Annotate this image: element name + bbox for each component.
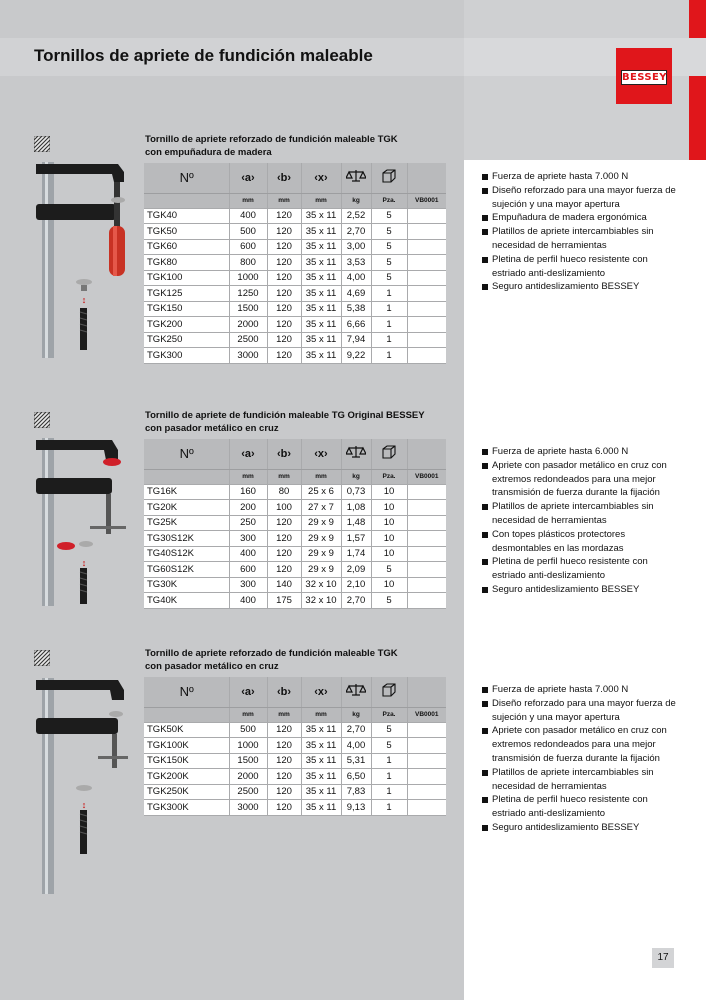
feature-item: Seguro antideslizamiento BESSEY xyxy=(482,280,682,294)
table-row xyxy=(144,270,446,286)
table-cell xyxy=(407,738,446,754)
table-cell: 3000 xyxy=(229,348,267,364)
units-cell: mm xyxy=(229,469,267,484)
table-cell xyxy=(407,769,446,785)
table-cell: 1 xyxy=(371,348,407,364)
table-row xyxy=(144,239,446,255)
table-cell: 120 xyxy=(267,738,301,754)
units-cell: Pza. xyxy=(371,469,407,484)
table-cell: 5 xyxy=(371,270,407,286)
table-cell xyxy=(407,784,446,800)
feature-item: Con topes plásticos protectores desmontables en las mordazas xyxy=(482,528,682,556)
table-row xyxy=(144,332,446,348)
hatch-icon xyxy=(34,136,50,152)
scale-icon xyxy=(341,677,371,707)
product-table xyxy=(144,439,446,609)
table-cell: 2500 xyxy=(229,784,267,800)
table-cell: 35 x 11 xyxy=(301,738,341,754)
table-cell xyxy=(407,515,446,531)
table-cell: 2000 xyxy=(229,769,267,785)
column-header-blank xyxy=(407,163,446,193)
units-cell: Pza. xyxy=(371,193,407,208)
feature-item: Pletina de perfil hueco resistente con estriado anti-deslizamiento xyxy=(482,555,682,583)
table-cell: 2,52 xyxy=(341,208,371,224)
column-header-a: ‹a› xyxy=(229,677,267,707)
article-number-cell: TG25K xyxy=(144,515,229,531)
table-cell: 35 x 11 xyxy=(301,239,341,255)
table-cell: 1 xyxy=(371,784,407,800)
feature-item: Seguro antideslizamiento BESSEY xyxy=(482,821,682,835)
table-cell xyxy=(407,332,446,348)
feature-item: Platillos de apriete intercambiables sin necesidad de herramientas xyxy=(482,225,682,253)
table-cell: 5 xyxy=(371,239,407,255)
feature-item: Apriete con pasador metálico en cruz con extremos redondeados para una mejor transmisión de fuerza durante la fijación xyxy=(482,724,682,765)
units-cell: kg xyxy=(341,707,371,722)
table-cell: 4,69 xyxy=(341,286,371,302)
feature-item: Empuñadura de madera ergonómica xyxy=(482,211,682,225)
table-row xyxy=(144,515,446,531)
table-cell: 4,00 xyxy=(341,270,371,286)
table-cell: 300 xyxy=(229,577,267,593)
units-cell: mm xyxy=(267,469,301,484)
table-cell: 400 xyxy=(229,593,267,609)
table-row xyxy=(144,722,446,738)
table-cell: 35 x 11 xyxy=(301,800,341,816)
feature-item: Pletina de perfil hueco resistente con estriado anti-deslizamiento xyxy=(482,793,682,821)
table-cell: 7,83 xyxy=(341,784,371,800)
table-cell: 35 x 11 xyxy=(301,270,341,286)
page-title: Tornillos de apriete de fundición maleable xyxy=(34,46,373,65)
column-header-number: Nº xyxy=(144,163,229,193)
table-cell: 1000 xyxy=(229,270,267,286)
feature-item: Diseño reforzado para una mayor fuerza de sujeción y una mayor apertura xyxy=(482,184,682,212)
table-row xyxy=(144,562,446,578)
table-cell: 120 xyxy=(267,286,301,302)
table-row xyxy=(144,255,446,271)
feature-item: Fuerza de apriete hasta 7.000 N xyxy=(482,170,682,184)
table-cell xyxy=(407,753,446,769)
table-cell: 35 x 11 xyxy=(301,301,341,317)
table-cell: 35 x 11 xyxy=(301,769,341,785)
article-number-cell: TGK200 xyxy=(144,317,229,333)
article-number-cell: TGK250 xyxy=(144,332,229,348)
section-title: Tornillo de apriete reforzado de fundición maleable TGK con pasador metálico en cruz xyxy=(145,648,398,672)
table-cell: 120 xyxy=(267,270,301,286)
table-cell: 10 xyxy=(371,484,407,500)
table-cell: 1 xyxy=(371,800,407,816)
feature-list xyxy=(482,445,682,597)
table-header-row xyxy=(144,677,446,707)
column-header-b: ‹b› xyxy=(267,163,301,193)
table-cell: 3,53 xyxy=(341,255,371,271)
table-cell: 160 xyxy=(229,484,267,500)
box-icon xyxy=(371,439,407,469)
units-cell: mm xyxy=(267,707,301,722)
table-cell: 140 xyxy=(267,577,301,593)
article-number-cell: TGK100K xyxy=(144,738,229,754)
table-cell: 35 x 11 xyxy=(301,224,341,240)
table-row xyxy=(144,753,446,769)
article-number-cell: TGK200K xyxy=(144,769,229,785)
column-header-blank xyxy=(407,439,446,469)
hatch-icon xyxy=(34,412,50,428)
product-table-body xyxy=(144,439,446,608)
table-cell: 1 xyxy=(371,301,407,317)
table-cell: 120 xyxy=(267,769,301,785)
table-cell: 9,22 xyxy=(341,348,371,364)
table-cell: 10 xyxy=(371,500,407,516)
table-cell: 80 xyxy=(267,484,301,500)
table-cell: 5 xyxy=(371,224,407,240)
table-row xyxy=(144,317,446,333)
table-cell xyxy=(407,546,446,562)
column-header-x: ‹x› xyxy=(301,439,341,469)
svg-text:↕: ↕ xyxy=(81,558,87,568)
bessey-logo: BESSEY xyxy=(616,48,672,104)
table-cell xyxy=(407,270,446,286)
units-cell: mm xyxy=(301,193,341,208)
article-number-cell: TGK50 xyxy=(144,224,229,240)
column-header-number: Nº xyxy=(144,439,229,469)
table-cell: 10 xyxy=(371,577,407,593)
column-header-b: ‹b› xyxy=(267,439,301,469)
table-cell: 32 x 10 xyxy=(301,593,341,609)
table-cell: 120 xyxy=(267,332,301,348)
clamp-reinforced-cross-handle-image xyxy=(34,676,134,896)
units-cell xyxy=(144,469,229,484)
table-cell: 10 xyxy=(371,531,407,547)
table-cell: 1,57 xyxy=(341,531,371,547)
table-cell: 800 xyxy=(229,255,267,271)
table-cell: 35 x 11 xyxy=(301,332,341,348)
table-cell: 5 xyxy=(371,562,407,578)
table-cell: 1000 xyxy=(229,738,267,754)
table-cell: 5 xyxy=(371,738,407,754)
table-cell: 5 xyxy=(371,208,407,224)
section-title: Tornillo de apriete de fundición maleable TG Original BESSEY con pasador metálico en cruz xyxy=(145,410,425,434)
table-cell: 35 x 11 xyxy=(301,784,341,800)
table-cell: 29 x 9 xyxy=(301,562,341,578)
feature-item: Diseño reforzado para una mayor fuerza de sujeción y una mayor apertura xyxy=(482,697,682,725)
column-header-x: ‹x› xyxy=(301,677,341,707)
table-cell: 120 xyxy=(267,753,301,769)
article-number-cell: TGK60 xyxy=(144,239,229,255)
table-cell: 1,74 xyxy=(341,546,371,562)
table-cell: 120 xyxy=(267,301,301,317)
table-cell: 120 xyxy=(267,239,301,255)
table-cell: 120 xyxy=(267,531,301,547)
feature-item: Seguro antideslizamiento BESSEY xyxy=(482,583,682,597)
table-units-row xyxy=(144,193,446,208)
feature-item: Pletina de perfil hueco resistente con estriado anti-deslizamiento xyxy=(482,253,682,281)
table-cell: 500 xyxy=(229,224,267,240)
feature-item: Platillos de apriete intercambiables sin necesidad de herramientas xyxy=(482,766,682,794)
column-header-x: ‹x› xyxy=(301,163,341,193)
table-cell: 120 xyxy=(267,784,301,800)
brand-red-bar xyxy=(689,0,706,160)
table-cell: 200 xyxy=(229,500,267,516)
table-cell: 2,09 xyxy=(341,562,371,578)
table-cell xyxy=(407,484,446,500)
table-row xyxy=(144,224,446,240)
table-cell: 35 x 11 xyxy=(301,317,341,333)
table-row xyxy=(144,286,446,302)
article-number-cell: TGK40 xyxy=(144,208,229,224)
table-cell xyxy=(407,531,446,547)
product-table xyxy=(144,677,446,816)
feature-item: Apriete con pasador metálico en cruz con extremos redondeados para una mejor transmisión de fuerza durante la fijación xyxy=(482,459,682,500)
column-header-b: ‹b› xyxy=(267,677,301,707)
table-cell: 400 xyxy=(229,208,267,224)
table-cell: 35 x 11 xyxy=(301,753,341,769)
table-cell xyxy=(407,500,446,516)
table-cell xyxy=(407,239,446,255)
table-cell: 27 x 7 xyxy=(301,500,341,516)
article-number-cell: TG60S12K xyxy=(144,562,229,578)
table-cell: 35 x 11 xyxy=(301,255,341,271)
table-row xyxy=(144,800,446,816)
table-cell: 10 xyxy=(371,546,407,562)
table-cell: 5 xyxy=(371,593,407,609)
box-icon xyxy=(371,677,407,707)
table-cell: 120 xyxy=(267,515,301,531)
column-header-a: ‹a› xyxy=(229,163,267,193)
units-cell: mm xyxy=(229,193,267,208)
table-row xyxy=(144,301,446,317)
article-number-cell: TGK125 xyxy=(144,286,229,302)
table-cell xyxy=(407,800,446,816)
table-cell: 0,73 xyxy=(341,484,371,500)
table-row xyxy=(144,738,446,754)
article-number-cell: TGK300K xyxy=(144,800,229,816)
table-cell: 500 xyxy=(229,722,267,738)
table-cell: 29 x 9 xyxy=(301,515,341,531)
article-number-cell: TG40K xyxy=(144,593,229,609)
table-cell: 250 xyxy=(229,515,267,531)
table-cell: 600 xyxy=(229,562,267,578)
units-cell xyxy=(144,707,229,722)
table-cell: 1 xyxy=(371,753,407,769)
units-cell: VB0001 xyxy=(407,469,446,484)
hatch-icon xyxy=(34,650,50,666)
table-row xyxy=(144,769,446,785)
table-cell: 7,94 xyxy=(341,332,371,348)
table-cell: 120 xyxy=(267,255,301,271)
page-number: 17 xyxy=(652,948,674,968)
units-cell: mm xyxy=(267,193,301,208)
table-cell: 2,70 xyxy=(341,593,371,609)
units-cell: mm xyxy=(229,707,267,722)
table-row xyxy=(144,577,446,593)
svg-text:↕: ↕ xyxy=(81,800,87,810)
clamp-wood-handle-image xyxy=(34,160,134,360)
table-cell: 29 x 9 xyxy=(301,531,341,547)
table-cell: 1250 xyxy=(229,286,267,302)
table-cell: 120 xyxy=(267,722,301,738)
units-cell: mm xyxy=(301,707,341,722)
table-cell: 120 xyxy=(267,208,301,224)
clamp-cross-handle-image xyxy=(34,436,134,608)
table-row xyxy=(144,208,446,224)
table-cell: 1 xyxy=(371,332,407,348)
table-cell: 35 x 11 xyxy=(301,286,341,302)
table-row xyxy=(144,500,446,516)
column-header-blank xyxy=(407,677,446,707)
table-cell: 1500 xyxy=(229,301,267,317)
table-units-row xyxy=(144,469,446,484)
table-cell: 1 xyxy=(371,317,407,333)
table-cell xyxy=(407,577,446,593)
units-cell: Pza. xyxy=(371,707,407,722)
table-units-row xyxy=(144,707,446,722)
table-cell: 1500 xyxy=(229,753,267,769)
table-cell: 1,08 xyxy=(341,500,371,516)
table-cell xyxy=(407,317,446,333)
table-cell: 29 x 9 xyxy=(301,546,341,562)
table-cell: 1 xyxy=(371,286,407,302)
table-cell: 2,10 xyxy=(341,577,371,593)
svg-text:↕: ↕ xyxy=(81,295,87,305)
table-cell: 6,50 xyxy=(341,769,371,785)
table-cell: 5,38 xyxy=(341,301,371,317)
article-number-cell: TGK80 xyxy=(144,255,229,271)
feature-item: Fuerza de apriete hasta 7.000 N xyxy=(482,683,682,697)
scale-icon xyxy=(341,439,371,469)
article-number-cell: TG20K xyxy=(144,500,229,516)
article-number-cell: TGK100 xyxy=(144,270,229,286)
feature-item: Fuerza de apriete hasta 6.000 N xyxy=(482,445,682,459)
table-row xyxy=(144,484,446,500)
article-number-cell: TG16K xyxy=(144,484,229,500)
table-row xyxy=(144,531,446,547)
table-cell: 1,48 xyxy=(341,515,371,531)
table-cell: 600 xyxy=(229,239,267,255)
table-cell: 120 xyxy=(267,546,301,562)
scale-icon xyxy=(341,163,371,193)
table-cell: 2000 xyxy=(229,317,267,333)
feature-item: Platillos de apriete intercambiables sin necesidad de herramientas xyxy=(482,500,682,528)
table-cell: 25 x 6 xyxy=(301,484,341,500)
article-number-cell: TGK150 xyxy=(144,301,229,317)
box-icon xyxy=(371,163,407,193)
table-cell: 10 xyxy=(371,515,407,531)
table-cell: 300 xyxy=(229,531,267,547)
table-cell: 120 xyxy=(267,800,301,816)
article-number-cell: TG30S12K xyxy=(144,531,229,547)
table-cell xyxy=(407,722,446,738)
table-cell: 175 xyxy=(267,593,301,609)
feature-list xyxy=(482,170,682,294)
article-number-cell: TGK300 xyxy=(144,348,229,364)
table-cell xyxy=(407,593,446,609)
units-cell: mm xyxy=(301,469,341,484)
table-row xyxy=(144,348,446,364)
table-cell: 100 xyxy=(267,500,301,516)
table-cell: 120 xyxy=(267,348,301,364)
table-cell: 35 x 11 xyxy=(301,722,341,738)
feature-list xyxy=(482,683,682,835)
table-cell: 3,00 xyxy=(341,239,371,255)
product-table-body xyxy=(144,163,446,363)
table-cell xyxy=(407,208,446,224)
article-number-cell: TGK150K xyxy=(144,753,229,769)
product-table-body xyxy=(144,677,446,815)
table-cell: 5 xyxy=(371,255,407,271)
units-cell: kg xyxy=(341,469,371,484)
table-cell: 35 x 11 xyxy=(301,348,341,364)
table-cell xyxy=(407,224,446,240)
table-row xyxy=(144,593,446,609)
table-header-row xyxy=(144,439,446,469)
table-cell: 35 x 11 xyxy=(301,208,341,224)
article-number-cell: TGK250K xyxy=(144,784,229,800)
table-cell: 120 xyxy=(267,317,301,333)
article-number-cell: TGK50K xyxy=(144,722,229,738)
table-cell: 120 xyxy=(267,224,301,240)
table-cell xyxy=(407,286,446,302)
units-cell: kg xyxy=(341,193,371,208)
table-cell xyxy=(407,562,446,578)
table-cell: 9,13 xyxy=(341,800,371,816)
table-cell xyxy=(407,301,446,317)
table-cell: 2500 xyxy=(229,332,267,348)
table-row xyxy=(144,784,446,800)
units-cell: VB0001 xyxy=(407,707,446,722)
table-row xyxy=(144,546,446,562)
units-cell: VB0001 xyxy=(407,193,446,208)
table-header-row xyxy=(144,163,446,193)
table-cell: 3000 xyxy=(229,800,267,816)
units-cell xyxy=(144,193,229,208)
article-number-cell: TG40S12K xyxy=(144,546,229,562)
column-header-a: ‹a› xyxy=(229,439,267,469)
table-cell xyxy=(407,255,446,271)
table-cell: 2,70 xyxy=(341,722,371,738)
table-cell: 2,70 xyxy=(341,224,371,240)
column-header-number: Nº xyxy=(144,677,229,707)
section-title: Tornillo de apriete reforzado de fundición maleable TGK con empuñadura de madera xyxy=(145,134,398,158)
article-number-cell: TG30K xyxy=(144,577,229,593)
table-cell: 32 x 10 xyxy=(301,577,341,593)
table-cell: 400 xyxy=(229,546,267,562)
table-cell: 5,31 xyxy=(341,753,371,769)
table-cell xyxy=(407,348,446,364)
table-cell: 120 xyxy=(267,562,301,578)
table-cell: 6,66 xyxy=(341,317,371,333)
product-table xyxy=(144,163,446,364)
table-cell: 4,00 xyxy=(341,738,371,754)
table-cell: 5 xyxy=(371,722,407,738)
table-cell: 1 xyxy=(371,769,407,785)
